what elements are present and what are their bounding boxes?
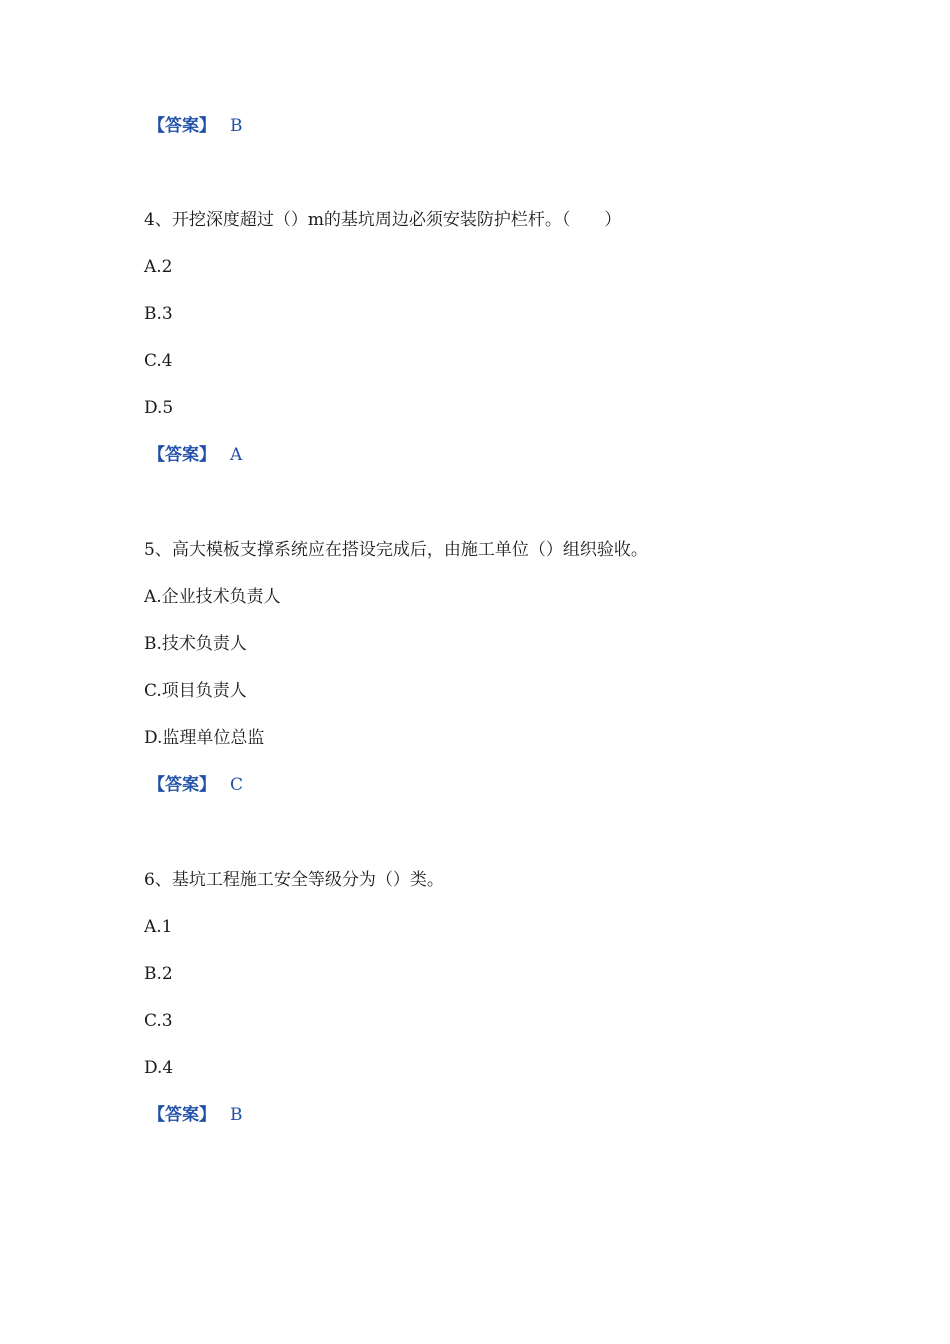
option-d: D.监理单位总监 [144, 728, 265, 748]
option-d: D.5 [144, 398, 174, 418]
answer-line [144, 1104, 243, 1126]
option-d: D.4 [144, 1058, 174, 1078]
answer-line [144, 115, 243, 137]
answer-value: C [230, 775, 244, 795]
option-a: A.企业技术负责人 [144, 587, 281, 607]
option-b: B.2 [144, 964, 173, 984]
question-text: 5、高大模板支撑系统应在搭设完成后，由施工单位（）组织验收。 [144, 540, 648, 560]
answer-line [144, 444, 242, 466]
answer-label: 【答案】 [148, 775, 216, 795]
answer-value: B [230, 116, 243, 136]
option-b: B.3 [144, 304, 173, 324]
option-c: C.项目负责人 [144, 681, 247, 701]
option-c: C.4 [144, 351, 173, 371]
question-text: 4、开挖深度超过（）m的基坑周边必须安装防护栏杆。（ ） [144, 210, 622, 230]
option-a: A.2 [144, 257, 173, 277]
question-text: 6、基坑工程施工安全等级分为（）类。 [144, 870, 444, 890]
answer-label: 【答案】 [148, 116, 216, 136]
answer-line [144, 774, 243, 796]
answer-value: A [230, 445, 243, 465]
option-a: A.1 [144, 917, 173, 937]
answer-label: 【答案】 [148, 1105, 216, 1125]
option-b: B.技术负责人 [144, 634, 247, 654]
option-c: C.3 [144, 1011, 173, 1031]
answer-label: 【答案】 [148, 445, 216, 465]
answer-value: B [230, 1105, 243, 1125]
